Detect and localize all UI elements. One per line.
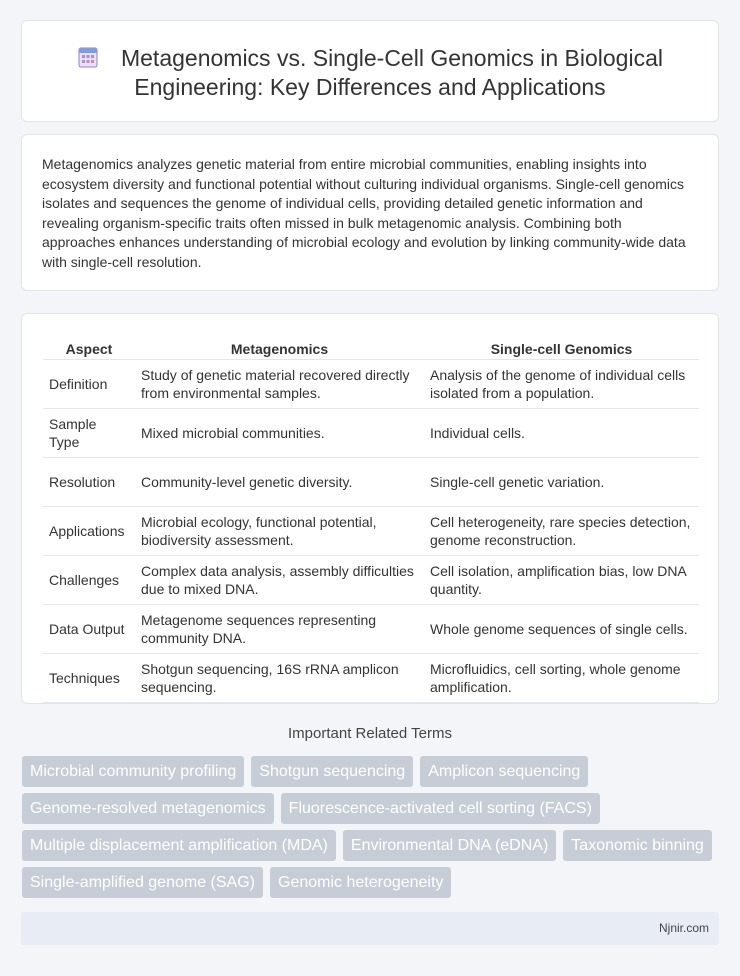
table-row: [43, 458, 699, 507]
tag-row: [22, 830, 722, 861]
aspect-cell: Sample Type: [43, 409, 135, 458]
column-header-metagenomics: Metagenomics: [135, 334, 424, 360]
tag-row: [22, 867, 722, 898]
table-header-row: [43, 334, 699, 360]
metagenomics-cell: Microbial ecology, functional potential, biodiversity assessment.: [135, 507, 424, 556]
aspect-cell: Challenges: [43, 556, 135, 605]
aspect-cell: Definition: [43, 360, 135, 409]
footer: [21, 912, 719, 945]
metagenomics-cell: Metagenome sequences representing community DNA.: [135, 605, 424, 654]
table-row: [43, 654, 699, 703]
single-cell-cell: Single-cell genetic variation.: [424, 458, 699, 507]
aspect-cell: Data Output: [43, 605, 135, 654]
column-header-single-cell: Single-cell Genomics: [424, 334, 699, 360]
table-row: [43, 507, 699, 556]
related-terms-list: [22, 756, 722, 904]
single-cell-cell: Cell heterogeneity, rare species detection, genome reconstruction.: [424, 507, 699, 556]
comparison-table: [43, 334, 699, 703]
related-term-tag[interactable]: Multiple displacement amplification (MDA): [22, 830, 336, 861]
title-card: [21, 20, 719, 122]
related-term-tag[interactable]: Genomic heterogeneity: [270, 867, 451, 898]
column-header-aspect: Aspect: [43, 334, 135, 360]
tag-row: [22, 793, 722, 824]
table-row: [43, 556, 699, 605]
single-cell-cell: Analysis of the genome of individual cells isolated from a population.: [424, 360, 699, 409]
intro-card: [21, 134, 719, 291]
page-title-container: [22, 44, 718, 102]
related-term-tag[interactable]: Fluorescence-activated cell sorting (FACS): [281, 793, 600, 824]
metagenomics-cell: Community-level genetic diversity.: [135, 458, 424, 507]
footer-site-link[interactable]: Njnir.com: [658, 921, 709, 935]
single-cell-cell: Cell isolation, amplification bias, low DNA quantity.: [424, 556, 699, 605]
metagenomics-cell: Study of genetic material recovered directly from environmental samples.: [135, 360, 424, 409]
aspect-cell: Techniques: [43, 654, 135, 703]
single-cell-cell: Microfluidics, cell sorting, whole genome amplification.: [424, 654, 699, 703]
table-row: [43, 360, 699, 409]
tag-row: [22, 756, 722, 787]
related-terms-heading: Important Related Terms: [288, 725, 452, 742]
metagenomics-cell: Mixed microbial communities.: [135, 409, 424, 458]
aspect-cell: Applications: [43, 507, 135, 556]
table-row: [43, 409, 699, 458]
metagenomics-cell: Shotgun sequencing, 16S rRNA amplicon sequencing.: [135, 654, 424, 703]
single-cell-cell: Individual cells.: [424, 409, 699, 458]
aspect-cell: Resolution: [43, 458, 135, 507]
related-term-tag[interactable]: Microbial community profiling: [22, 756, 244, 787]
related-term-tag[interactable]: Genome-resolved metagenomics: [22, 793, 274, 824]
related-term-tag[interactable]: Environmental DNA (eDNA): [343, 830, 556, 861]
related-term-tag[interactable]: Shotgun sequencing: [251, 756, 413, 787]
related-term-tag[interactable]: Amplicon sequencing: [420, 756, 588, 787]
single-cell-cell: Whole genome sequences of single cells.: [424, 605, 699, 654]
comparison-table-card: [21, 313, 719, 704]
related-term-tag[interactable]: Taxonomic binning: [563, 830, 712, 861]
page-title: Metagenomics vs. Single-Cell Genomics in Biological Engineering: Key Differences and Applications: [120, 45, 663, 100]
table-row: [43, 605, 699, 654]
related-term-tag[interactable]: Single-amplified genome (SAG): [22, 867, 263, 898]
document-grid-icon: [77, 46, 99, 68]
intro-paragraph: Metagenomics analyzes genetic material from entire microbial communities, enabling insights into ecosystem diversity and functional potential without culturing individual organisms. Single-cell genomics isolates and sequences the genome of individual cells, providing detailed genetic information and revealing organism-specific traits often missed in bulk metagenomic analysis. Combining both approaches enhances understanding of microbial ecology and evolution by linking community-wide data with single-cell resolution.: [42, 156, 686, 270]
metagenomics-cell: Complex data analysis, assembly difficulties due to mixed DNA.: [135, 556, 424, 605]
